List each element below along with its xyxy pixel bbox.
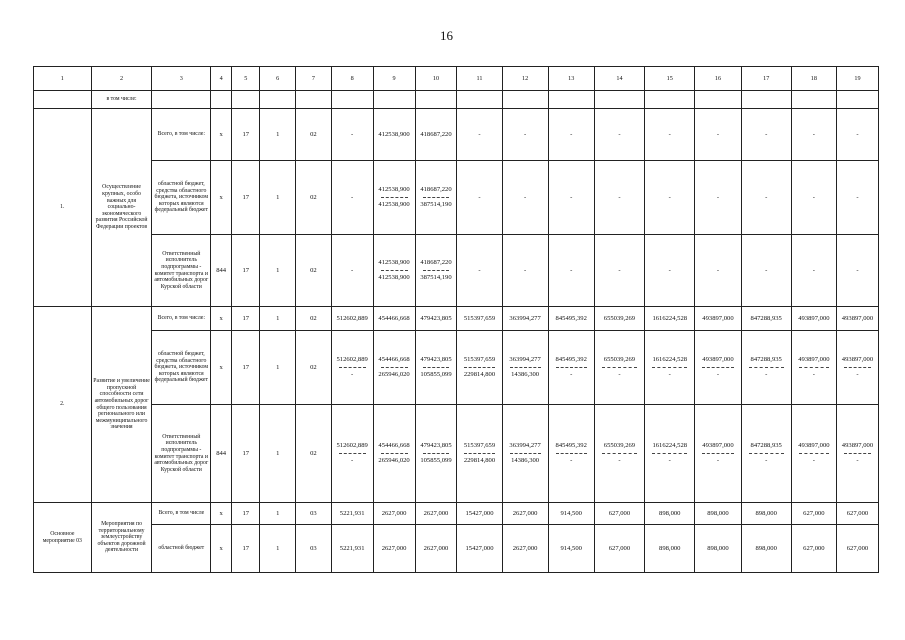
value-cell: 898,000 — [695, 525, 741, 573]
code-cell: 844 — [211, 405, 232, 503]
value-federal: 14386,300 — [511, 371, 540, 378]
dashed-separator — [423, 197, 450, 198]
value-federal: - — [570, 371, 573, 378]
value-total: 418687,220 — [420, 259, 452, 267]
code-cell: 02 — [296, 235, 332, 307]
table-row — [34, 331, 879, 405]
value-cell: - — [457, 235, 502, 307]
value-cell: - — [741, 109, 791, 161]
value-cell: 898,000 — [645, 525, 695, 573]
value-total: 1616224,528 — [652, 442, 688, 450]
funding-source: областной бюджет, средства областного бюджета, источником которых являются федеральный бюджет — [152, 331, 211, 405]
value-cell: 418687,220 — [415, 109, 457, 161]
code-cell: 17 — [232, 525, 260, 573]
value-cell — [457, 331, 502, 405]
code-cell: х — [211, 307, 232, 331]
empty-cell — [260, 91, 296, 109]
dashed-separator — [510, 453, 541, 454]
value-cell — [645, 331, 695, 405]
column-number: 16 — [695, 67, 741, 91]
value-cell — [331, 405, 373, 503]
value-cell — [836, 405, 878, 503]
dashed-separator — [652, 367, 687, 368]
value-total: 493897,000 — [702, 356, 734, 364]
value-cell: - — [645, 161, 695, 235]
column-number: 12 — [502, 67, 548, 91]
value-federal: - — [351, 371, 354, 378]
value-cell: - — [502, 109, 548, 161]
value-cell — [741, 405, 791, 503]
value-cell: - — [695, 109, 741, 161]
item-number: Основное мероприятие 03 — [34, 503, 92, 573]
item-name: Мероприятия по территориальному землеустройству объектов дорожной деятельности — [91, 503, 152, 573]
value-cell: - — [502, 235, 548, 307]
dashed-separator — [652, 453, 687, 454]
value-cell: 363994,277 — [502, 307, 548, 331]
value-cell: 2627,000 — [373, 525, 415, 573]
code-cell: 844 — [211, 235, 232, 307]
value-federal: - — [856, 371, 859, 378]
code-cell: 17 — [232, 405, 260, 503]
value-cell: 412538,900 — [373, 109, 415, 161]
code-cell: 1 — [260, 161, 296, 235]
value-federal: - — [812, 371, 815, 378]
item-number: 2. — [34, 307, 92, 503]
funding-source: Ответственный исполнитель подпрограммы - комитет транспорта и автомобильных дорог Курской области — [152, 405, 211, 503]
value-federal: 229814,800 — [463, 457, 496, 464]
table-row — [34, 503, 879, 525]
value-cell — [791, 331, 836, 405]
value-federal: - — [765, 371, 768, 378]
page-number: 16 — [440, 28, 453, 43]
dashed-separator — [702, 367, 733, 368]
dashed-separator — [799, 453, 829, 454]
value-total: 847288,935 — [750, 442, 782, 450]
value-cell: 5221,931 — [331, 503, 373, 525]
value-cell — [457, 405, 502, 503]
dashed-separator — [749, 453, 784, 454]
empty-cell — [415, 91, 457, 109]
dashed-separator — [844, 453, 871, 454]
value-total: 512602,889 — [336, 442, 368, 450]
value-cell: - — [791, 109, 836, 161]
code-cell: 1 — [260, 331, 296, 405]
value-total: 515397,659 — [463, 356, 496, 364]
value-cell: 898,000 — [645, 503, 695, 525]
value-cell — [791, 405, 836, 503]
value-cell: - — [836, 161, 878, 235]
value-cell: - — [645, 109, 695, 161]
value-total: 512602,889 — [336, 356, 368, 364]
value-cell — [373, 405, 415, 503]
value-total: 493897,000 — [798, 356, 830, 364]
dashed-separator — [749, 367, 784, 368]
value-federal: - — [716, 371, 720, 378]
value-cell — [331, 331, 373, 405]
value-cell — [594, 331, 644, 405]
value-cell: - — [548, 161, 594, 235]
code-cell: 03 — [296, 525, 332, 573]
dashed-separator — [381, 270, 408, 271]
value-total: 493897,000 — [702, 442, 734, 450]
code-cell: 1 — [260, 405, 296, 503]
empty-cell — [502, 91, 548, 109]
column-number: 2 — [91, 67, 152, 91]
value-cell: 627,000 — [594, 525, 644, 573]
value-total: 1616224,528 — [652, 356, 688, 364]
value-total: 845495,392 — [555, 356, 587, 364]
value-federal: 412538,900 — [378, 201, 410, 208]
value-cell — [502, 331, 548, 405]
value-cell: - — [695, 161, 741, 235]
dashed-separator — [799, 367, 829, 368]
column-number: 18 — [791, 67, 836, 91]
code-cell: 02 — [296, 307, 332, 331]
column-number: 5 — [232, 67, 260, 91]
value-total: 493897,000 — [841, 442, 874, 450]
value-cell — [594, 405, 644, 503]
value-cell: - — [331, 109, 373, 161]
value-cell: - — [836, 235, 878, 307]
value-federal: - — [668, 371, 671, 378]
value-total: 412538,900 — [378, 259, 410, 267]
value-cell — [741, 331, 791, 405]
code-cell: х — [211, 503, 232, 525]
value-cell: 898,000 — [741, 525, 791, 573]
value-cell: 2627,000 — [415, 503, 457, 525]
column-number: 13 — [548, 67, 594, 91]
code-cell: 1 — [260, 235, 296, 307]
empty-cell — [211, 91, 232, 109]
value-cell: 2627,000 — [502, 525, 548, 573]
column-number: 14 — [594, 67, 644, 91]
code-cell: 17 — [232, 109, 260, 161]
table-row — [34, 109, 879, 161]
funding-source: Ответственный исполнитель подпрограммы - комитет транспорта и автомобильных дорог Курской области — [152, 235, 211, 307]
row-in-that-number — [34, 91, 879, 109]
value-federal: - — [618, 371, 621, 378]
value-total: 493897,000 — [841, 356, 874, 364]
value-cell: - — [594, 235, 644, 307]
value-cell: 914,500 — [548, 503, 594, 525]
empty-cell — [645, 91, 695, 109]
table-row — [34, 161, 879, 235]
column-number: 6 — [260, 67, 296, 91]
value-cell — [373, 331, 415, 405]
value-federal: - — [716, 457, 720, 464]
value-cell: 454466,668 — [373, 307, 415, 331]
value-total: 655039,269 — [603, 356, 636, 364]
column-number: 10 — [415, 67, 457, 91]
value-total: 412538,900 — [378, 186, 410, 194]
value-cell — [415, 331, 457, 405]
value-cell: 2627,000 — [415, 525, 457, 573]
value-cell: - — [741, 161, 791, 235]
empty-cell — [594, 91, 644, 109]
value-cell: 627,000 — [836, 503, 878, 525]
value-cell: - — [594, 109, 644, 161]
code-cell: 1 — [260, 109, 296, 161]
table-row — [34, 525, 879, 573]
value-total: 845495,392 — [555, 442, 587, 450]
code-cell: 1 — [260, 503, 296, 525]
value-federal: 229814,800 — [463, 371, 496, 378]
dashed-separator — [602, 367, 637, 368]
code-cell: 1 — [260, 307, 296, 331]
code-cell: 02 — [296, 405, 332, 503]
empty-cell — [695, 91, 741, 109]
value-total: 363994,277 — [509, 442, 541, 450]
value-cell: - — [645, 235, 695, 307]
dashed-separator — [556, 453, 587, 454]
value-cell: 627,000 — [594, 503, 644, 525]
table-row — [34, 235, 879, 307]
value-total: 493897,000 — [798, 442, 830, 450]
funding-source: Всего, в том числе: — [152, 307, 211, 331]
value-total: 847288,935 — [750, 356, 782, 364]
value-total: 363994,277 — [509, 356, 541, 364]
item-number: 1. — [34, 109, 92, 307]
dashed-separator — [381, 367, 408, 368]
item-name: Развитие и увеличение пропускной способности сети автомобильных дорог общего пользования регионального или межмуниципального значения — [91, 307, 152, 503]
empty-cell — [296, 91, 332, 109]
column-number: 15 — [645, 67, 695, 91]
dashed-separator — [423, 270, 450, 271]
empty-cell — [373, 91, 415, 109]
value-federal: 412538,900 — [378, 274, 410, 281]
value-total: 454466,668 — [378, 356, 410, 364]
value-cell — [836, 331, 878, 405]
row-label: в том числе: — [91, 91, 152, 109]
empty-cell — [457, 91, 502, 109]
value-federal: - — [668, 457, 671, 464]
code-cell: х — [211, 161, 232, 235]
value-cell: - — [457, 109, 502, 161]
value-cell: 898,000 — [741, 503, 791, 525]
value-cell: 493897,000 — [836, 307, 878, 331]
code-cell: 03 — [296, 503, 332, 525]
value-cell — [548, 405, 594, 503]
value-cell: - — [836, 109, 878, 161]
value-cell: 515397,659 — [457, 307, 502, 331]
code-cell: х — [211, 331, 232, 405]
column-number: 7 — [296, 67, 332, 91]
funding-source: Всего, в том числе — [152, 503, 211, 525]
value-cell: 5221,931 — [331, 525, 373, 573]
value-cell — [415, 405, 457, 503]
dashed-separator — [381, 197, 408, 198]
funding-source: областной бюджет, средства областного бюджета, источником которых являются федеральный бюджет — [152, 161, 211, 235]
value-total: 454466,668 — [378, 442, 410, 450]
value-federal: - — [856, 457, 859, 464]
value-federal: 387514,190 — [420, 274, 452, 281]
code-cell: 17 — [232, 161, 260, 235]
table-row — [34, 405, 879, 503]
value-federal: - — [570, 457, 573, 464]
value-cell: - — [791, 235, 836, 307]
value-total: 655039,269 — [603, 442, 636, 450]
empty-cell — [548, 91, 594, 109]
funding-source: областной бюджет — [152, 525, 211, 573]
value-total: 479423,805 — [420, 442, 452, 450]
dashed-separator — [339, 367, 366, 368]
dashed-separator — [339, 453, 366, 454]
code-cell: 17 — [232, 307, 260, 331]
value-cell — [415, 161, 457, 235]
value-cell — [695, 405, 741, 503]
value-cell: 479423,805 — [415, 307, 457, 331]
item-name: Осуществление крупных, особо важных для социально-экономического развития Российской Федерации проектов — [91, 109, 152, 307]
value-cell: - — [548, 109, 594, 161]
value-cell: - — [548, 235, 594, 307]
empty-cell — [152, 91, 211, 109]
value-cell: - — [457, 161, 502, 235]
value-federal: 265946,020 — [378, 457, 410, 464]
header-row — [34, 67, 879, 91]
value-cell — [373, 235, 415, 307]
column-number: 3 — [152, 67, 211, 91]
dashed-separator — [464, 453, 494, 454]
dashed-separator — [702, 453, 733, 454]
empty-cell — [791, 91, 836, 109]
value-cell: - — [741, 235, 791, 307]
value-federal: 387514,190 — [420, 201, 452, 208]
value-cell: 2627,000 — [502, 503, 548, 525]
value-federal: 265946,020 — [378, 371, 410, 378]
value-cell: 627,000 — [791, 503, 836, 525]
dashed-separator — [844, 367, 871, 368]
value-cell: 493897,000 — [695, 307, 741, 331]
empty-cell — [232, 91, 260, 109]
value-federal: - — [812, 457, 815, 464]
value-cell: 627,000 — [791, 525, 836, 573]
value-federal: 105855,099 — [420, 457, 452, 464]
column-number: 17 — [741, 67, 791, 91]
column-number: 4 — [211, 67, 232, 91]
empty-cell — [34, 91, 92, 109]
value-cell: 655039,269 — [594, 307, 644, 331]
empty-cell — [331, 91, 373, 109]
value-cell: 493897,000 — [791, 307, 836, 331]
value-federal: - — [765, 457, 768, 464]
code-cell: х — [211, 109, 232, 161]
value-cell: - — [331, 161, 373, 235]
funding-source: Всего, в том числе: — [152, 109, 211, 161]
value-federal: - — [351, 457, 354, 464]
value-cell: 898,000 — [695, 503, 741, 525]
code-cell: 02 — [296, 161, 332, 235]
dashed-separator — [556, 367, 587, 368]
budget-table — [33, 66, 879, 573]
value-cell — [502, 405, 548, 503]
value-cell — [373, 161, 415, 235]
column-number: 11 — [457, 67, 502, 91]
dashed-separator — [510, 367, 541, 368]
value-cell: 512602,889 — [331, 307, 373, 331]
value-cell: 914,500 — [548, 525, 594, 573]
value-cell: 627,000 — [836, 525, 878, 573]
code-cell: 17 — [232, 331, 260, 405]
value-federal: 105855,099 — [420, 371, 452, 378]
value-total: 515397,659 — [463, 442, 496, 450]
value-cell: 15427,000 — [457, 503, 502, 525]
value-cell: - — [791, 161, 836, 235]
code-cell: 17 — [232, 503, 260, 525]
value-cell: 847288,935 — [741, 307, 791, 331]
dashed-separator — [381, 453, 408, 454]
value-cell: 845495,392 — [548, 307, 594, 331]
value-cell: 15427,000 — [457, 525, 502, 573]
value-cell — [695, 331, 741, 405]
value-federal: - — [618, 457, 621, 464]
dashed-separator — [464, 367, 494, 368]
dashed-separator — [602, 453, 637, 454]
code-cell: 02 — [296, 109, 332, 161]
value-cell — [645, 405, 695, 503]
code-cell: 1 — [260, 525, 296, 573]
empty-cell — [741, 91, 791, 109]
code-cell: 17 — [232, 235, 260, 307]
value-federal: 14386,300 — [511, 457, 540, 464]
dashed-separator — [423, 453, 450, 454]
value-cell: 1616224,528 — [645, 307, 695, 331]
empty-cell — [836, 91, 878, 109]
dashed-separator — [423, 367, 450, 368]
column-number: 1 — [34, 67, 92, 91]
value-total: 479423,805 — [420, 356, 452, 364]
value-total: 418687,220 — [420, 186, 452, 194]
code-cell: х — [211, 525, 232, 573]
value-cell: - — [695, 235, 741, 307]
column-number: 8 — [331, 67, 373, 91]
table-row — [34, 307, 879, 331]
column-number: 19 — [836, 67, 878, 91]
value-cell: - — [594, 161, 644, 235]
column-number: 9 — [373, 67, 415, 91]
value-cell: - — [331, 235, 373, 307]
value-cell — [548, 331, 594, 405]
value-cell: 2627,000 — [373, 503, 415, 525]
value-cell: - — [502, 161, 548, 235]
code-cell: 02 — [296, 331, 332, 405]
value-cell — [415, 235, 457, 307]
